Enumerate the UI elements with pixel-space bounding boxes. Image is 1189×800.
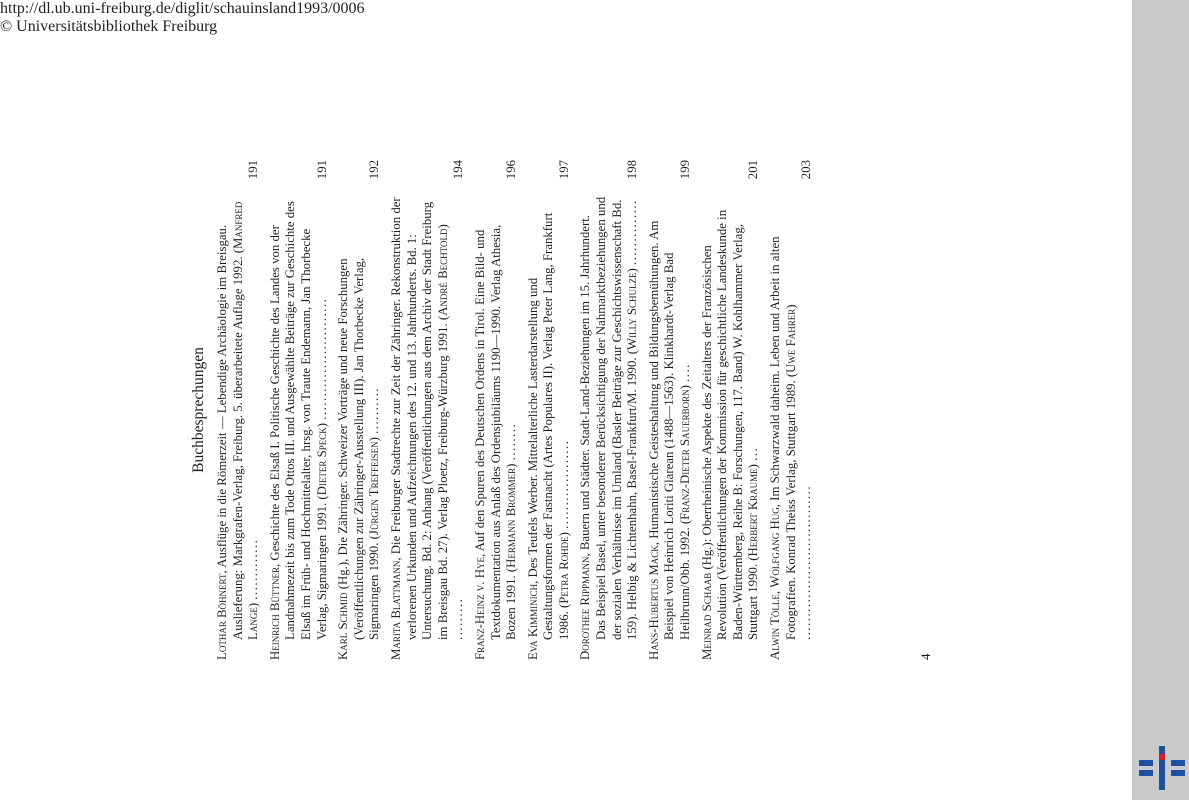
- entry-tail: ): [246, 599, 261, 608]
- entry-tail: ): [678, 381, 693, 390]
- entry-tail: ): [746, 460, 761, 469]
- entry-author: Franz-Heinz v. Hye: [472, 557, 487, 660]
- entry-author: Karl Schmid: [336, 592, 351, 660]
- entry-reviewer: André Bechtold: [435, 228, 450, 316]
- entry-reviewer: Dieter Speck: [314, 427, 329, 496]
- entry-reviewer: Hermann Brommer: [504, 467, 519, 568]
- entry-text: , Geschichte des Elsaß I. Politische Geschichte des Landes von der Landnahmezeit bis zum Tode Ottos III. und Ausgewählte Beiträge zur Geschichte des Elsaß im Früh- und Hochmittelalter, hrsg. von Traute Endemann, Jan Thorbecke Verlag, Sigmaringen 1991. (: [267, 201, 329, 640]
- entry-reviewer: Jürgen Treffeisen: [367, 441, 382, 536]
- entry-author: Alwin Tölle: [768, 594, 782, 660]
- entry-page-number: 197: [556, 160, 571, 180]
- review-entry: [647, 160, 694, 660]
- review-entry: [700, 160, 762, 660]
- entry-text: , Ausflüge in die Römerzeit — Lebendige Archäologie im Breisgau. Auslieferung: Markgrafen-Verlag, Freiburg. 5. überarbeitete Auflage 1992. (: [215, 224, 245, 640]
- entry-tail: ): [504, 460, 519, 468]
- review-entry: [215, 160, 262, 660]
- entry-page-number: 203: [799, 160, 814, 180]
- entry-tail: ): [314, 419, 329, 428]
- entry-text: , Bauern und Städter. Stadt-Land-Beziehungen im 15. Jahrhundert. Das Beispiel Basel, unter besonderer Berücksichtigung der Nahmarktbeziehungen und der sozialen Verhältnisse im Umland (Basler Beiträge zur Geschichtswissenschaft Bd. 159). Helbig & Lichtenhahn, Basel-Frankfurt/M. 1990. (: [578, 196, 640, 640]
- entry-text: , Des Teufels Werber. Mittelalterliche Lasterdarstellung und Gestaltungsformen der Fastnacht (Artes Populares II). Verlag Peter Lang, Frankfurt 1986. (: [525, 212, 571, 640]
- library-logo-icon: [1139, 746, 1185, 790]
- entry-page-number: 191: [246, 160, 261, 180]
- review-entry: [268, 160, 330, 660]
- entry-reviewer: Herbert Kraume: [746, 468, 761, 557]
- entry-leader-dots: .............: [246, 538, 261, 600]
- entry-leader-dots: ...................: [556, 439, 571, 529]
- entry-tail: ): [625, 265, 640, 273]
- entry-leader-dots: .........: [451, 597, 466, 640]
- entry-reviewer: Manfred Lange: [230, 201, 261, 640]
- entry-author: Dorothee Rippmann: [578, 556, 593, 660]
- entry-tail: ): [367, 433, 382, 442]
- entry-leader-dots: ....: [678, 363, 693, 382]
- entry-reviewer: Willy Schulze: [625, 272, 640, 350]
- entry-page-number: 191: [314, 160, 329, 180]
- entry-text: , Die Freiburger Stadtrechte zur Zeit der Zähringer. Rekonstruktion der verlorenen Urkunden und Aufzeichnungen des 12. und 13. Jahrhunderts. Bd. 1: Untersuchung. Bd. 2: Anhang (Veröffentlichungen aus dem Archiv der Stadt Freiburg im Breisgau Bd. 27). Verlag Ploetz, Freiburg-Würzburg 1991. (: [388, 197, 450, 640]
- entry-page-number: 196: [504, 160, 519, 180]
- review-list: [215, 160, 821, 660]
- entry-tail: ): [556, 528, 571, 537]
- entry-author: Lothar Böhnert: [215, 573, 229, 660]
- entry-page-number: 192: [367, 160, 382, 180]
- entry-leader-dots: ..........: [367, 386, 382, 434]
- entry-text: , Humanistische Geisteshaltung und Bildungsbemühungen. Am Beispiel von Heinrich Loriti Glarean (1488—1563). Klinkhardt-Verlag Bad Heilbrunn/Obb. 1992. (: [646, 220, 693, 640]
- entry-coauthor: Wolfgang Hug: [768, 507, 782, 588]
- page-number: 4: [918, 653, 933, 660]
- entry-page-number: 199: [678, 160, 693, 180]
- review-entry: [578, 160, 640, 660]
- entry-author: Marita Blattmann: [388, 560, 403, 660]
- entry-reviewer: Petra Rohde: [556, 536, 571, 604]
- review-entry: [768, 160, 815, 660]
- copyright-notice: © Universitätsbibliothek Freiburg: [0, 18, 218, 35]
- entry-leader-dots: ........: [504, 422, 519, 461]
- entry-leader-dots: .................................: [799, 484, 814, 640]
- review-entry: [526, 160, 573, 660]
- entry-text: (Hg.): Oberrheinische Aspekte des Zeitalters der Französischen Revolution (Veröffentlichungen der Kommission für geschichtliche Landeskunde in Baden-Württemberg, Reihe B: Forschungen, 117. Band) W. Kohlhammer Verlag, Stuttgart 1990. (: [699, 209, 761, 640]
- info-sidebar: [1132, 0, 1189, 800]
- entry-tail: ): [435, 224, 450, 229]
- entry-leader-dots: ...: [746, 446, 761, 461]
- entry-page-number: 198: [625, 160, 640, 180]
- entry-page-number: 194: [451, 160, 466, 180]
- entry-author: Eva Kimminich: [525, 583, 540, 660]
- entry-reviewer: Franz-Dieter Sauerborn: [678, 389, 693, 520]
- entry-tail: ): [783, 304, 798, 309]
- entry-reviewer: Uwe Fahrer: [783, 308, 798, 373]
- entry-leader-dots: ..........................: [314, 297, 329, 420]
- entry-author: Meinrad Schaab: [699, 572, 714, 660]
- rotated-page: [190, 160, 933, 660]
- review-entry: [389, 160, 467, 660]
- source-url-link[interactable]: http://dl.ub.uni-freiburg.de/diglit/schauinsland1993/0006: [0, 0, 365, 17]
- entry-text: , Auf den Spuren des Deutschen Ordens in Tirol. Eine Bild- und Textdokumentation aus Anlaß des Ordensjubiläums 1190—1990. Verlag Athesia, Bozen 1991. (: [472, 224, 519, 640]
- entry-author: Hans-Hubertus Mack: [646, 545, 661, 660]
- review-entry: [473, 160, 520, 660]
- review-entry: [336, 160, 383, 660]
- entry-text: (Hg.), Die Zähringer. Schweizer Vorträge und neue Forschungen (Veröffentlichungen zur Zähringer-Ausstellung III). Jan Thorbecke Verlag, Sigmaringen 1990. (: [336, 257, 382, 640]
- entry-author: Heinrich Büttner: [267, 567, 282, 660]
- page-heading: Buchbesprechungen: [190, 347, 207, 473]
- entry-page-number: 201: [746, 160, 761, 180]
- entry-text: ,: [768, 587, 782, 595]
- entry-leader-dots: ..............: [625, 199, 640, 266]
- entry-text-continued: , Im Schwarzwald daheim. Leben und Arbeit in alten Fotografien. Konrad Theiss Verlag, Stuttgart 1989. (: [768, 236, 798, 640]
